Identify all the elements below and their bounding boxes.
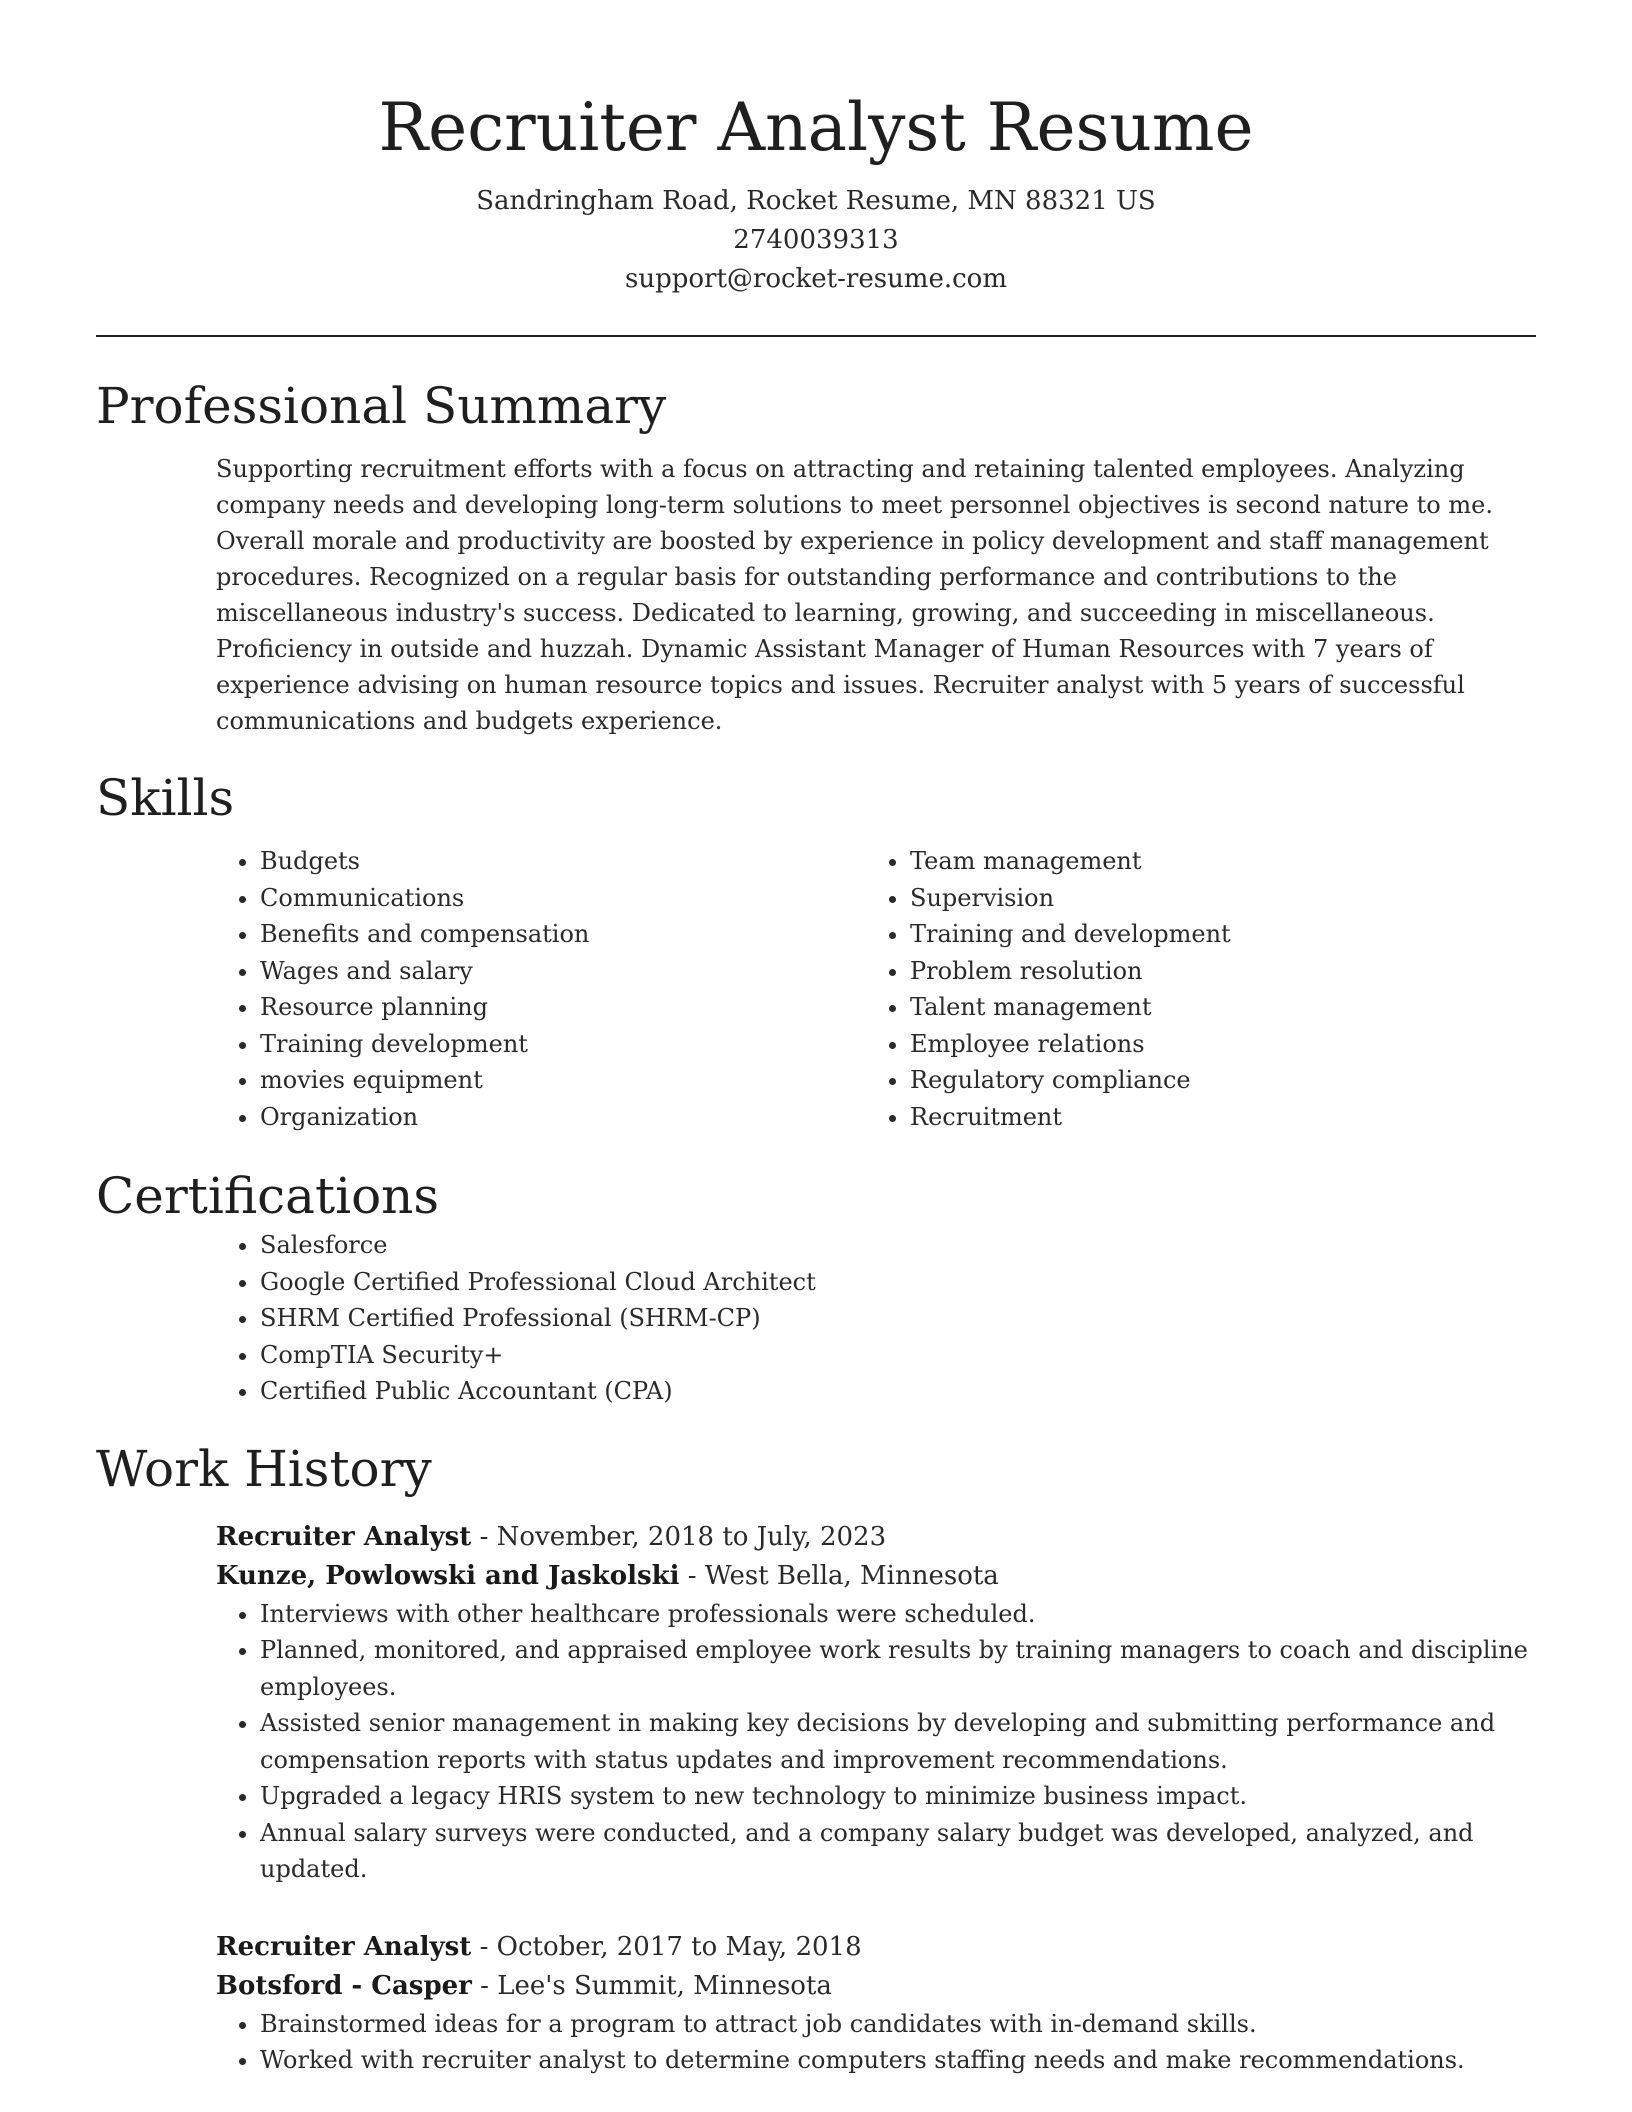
certifications-section: [96, 1165, 1536, 1410]
certification-item: • Google Certified Professional Cloud Architect: [260, 1264, 1536, 1301]
header-divider: [96, 335, 1536, 337]
skill-item: • Training development: [260, 1026, 910, 1063]
skill-item: • Talent management: [910, 989, 1632, 1026]
summary-heading: Professional Summary: [96, 377, 667, 435]
skill-item: • Wages and salary: [260, 953, 910, 990]
certifications-heading: Certifications: [96, 1167, 440, 1225]
job-entry: [96, 1928, 1536, 2079]
job-title: Recruiter Analyst: [216, 1931, 472, 1962]
job-company: Kunze, Powlowski and Jaskolski: [216, 1560, 680, 1591]
skill-item: • movies equipment: [260, 1062, 910, 1099]
skill-item: • Problem resolution: [910, 953, 1632, 990]
job-bullet: • Assisted senior management in making key decisions by developing and submitting performance and compensation reports with status updates and improvement recommendations.: [260, 1705, 1536, 1778]
job-company-line: [216, 1557, 1536, 1596]
job-bullet: • Upgraded a legacy HRIS system to new technology to minimize business impact.: [260, 1778, 1536, 1815]
job-title-line: [216, 1928, 1536, 1967]
skill-item: • Employee relations: [910, 1026, 1632, 1063]
certifications-list: [96, 1227, 1536, 1410]
certification-item: • Salesforce: [260, 1227, 1536, 1264]
skill-item: • Benefits and compensation: [260, 916, 910, 953]
contact-email: support@rocket-resume.com: [624, 264, 1007, 294]
job-bullets: [96, 1596, 1536, 1888]
job-location: - Lee's Summit, Minnesota: [471, 1970, 832, 2001]
job-bullet: • Worked with recruiter analyst to determine computers staffing needs and make recommendations.: [260, 2042, 1536, 2079]
work-history-section: [96, 1438, 1536, 2079]
skill-item: • Supervision: [910, 880, 1632, 917]
work-history-heading: Work History: [96, 1439, 432, 1498]
job-bullet: • Brainstormed ideas for a program to attract job candidates with in-demand skills.: [260, 2006, 1536, 2043]
skill-item: • Organization: [260, 1099, 910, 1136]
summary-text: Supporting recruitment efforts with a focus on attracting and retaining talented employees. Analyzing company needs and developing long-term solutions to meet personnel objectives is second nature to me. Overall morale and productivity are boosted by experience in policy development and staff management procedures. Recognized on a regular basis for outstanding performance and contributions to the miscellaneous industry's success. Dedicated to learning, growing, and succeeding in miscellaneous. Proficiency in outside and huzzah. Dynamic Assistant Manager of Human Resources with 7 years of experience advising on human resource topics and issues. Recruiter analyst with 5 years of successful communications and budgets experience.: [216, 455, 1493, 735]
job-entry: [96, 1518, 1536, 1888]
resume-page: [96, 0, 1536, 2079]
job-location: - West Bella, Minnesota: [679, 1560, 999, 1591]
skills-section: [96, 767, 1536, 1135]
resume-header: [96, 0, 1536, 299]
job-bullet: • Annual salary surveys were conducted, and a company salary budget was developed, analyzed, and updated.: [260, 1815, 1536, 1888]
certification-item: • Certified Public Accountant (CPA): [260, 1373, 1536, 1410]
skill-item: • Resource planning: [260, 989, 910, 1026]
contact-phone: 2740039313: [733, 225, 899, 255]
skills-heading: Skills: [96, 769, 235, 827]
skills-list-left: [96, 843, 910, 1135]
job-dates: - November, 2018 to July, 2023: [471, 1521, 887, 1552]
job-company: Botsford - Casper: [216, 1970, 472, 2001]
skill-item: • Communications: [260, 880, 910, 917]
skill-item: • Budgets: [260, 843, 910, 880]
job-bullet: • Interviews with other healthcare professionals were scheduled.: [260, 1596, 1536, 1633]
job-company-line: [216, 1967, 1536, 2006]
certification-item: • SHRM Certified Professional (SHRM-CP): [260, 1300, 1536, 1337]
skill-item: • Team management: [910, 843, 1632, 880]
job-dates: - October, 2017 to May, 2018: [471, 1931, 862, 1962]
summary-section: [96, 375, 1536, 739]
contact-address: Sandringham Road, Rocket Resume, MN 88321 US: [476, 186, 1156, 216]
skill-item: • Recruitment: [910, 1099, 1632, 1136]
skill-item: • Regulatory compliance: [910, 1062, 1632, 1099]
resume-title: Recruiter Analyst Resume: [378, 89, 1254, 166]
skills-list-right: [910, 843, 1632, 1135]
skill-item: • Training and development: [910, 916, 1632, 953]
job-bullet: • Planned, monitored, and appraised employee work results by training managers to coach and discipline employees.: [260, 1632, 1536, 1705]
job-bullets: [96, 2006, 1536, 2079]
job-title: Recruiter Analyst: [216, 1521, 472, 1552]
certification-item: • CompTIA Security+: [260, 1337, 1536, 1374]
skills-columns: [96, 843, 1536, 1135]
contact-block: [96, 182, 1536, 299]
job-title-line: [216, 1518, 1536, 1557]
